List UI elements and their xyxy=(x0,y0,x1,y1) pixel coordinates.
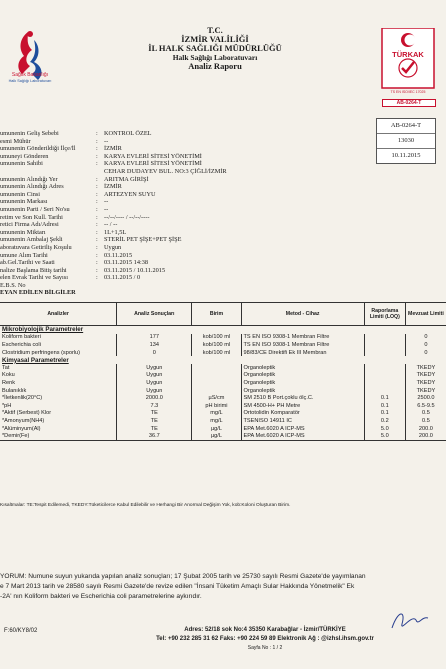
cell-loq xyxy=(364,341,405,349)
footer xyxy=(120,626,410,653)
info-label: aboratuvara Getiriliş Koşulu xyxy=(0,243,72,251)
comment-line-2: e 7 Mart 2013 tarih ve 28580 sayılı Resmi Gazete'de revize edilen "İnsani Tüketim Amaçlı Sular Hakkında Yönetmelik" Ek xyxy=(0,583,355,590)
info-row xyxy=(0,244,300,252)
cell-unit: kob/100 ml xyxy=(192,334,241,342)
info-value: Uygun xyxy=(104,243,122,251)
cell-limit: TKEDY xyxy=(405,364,446,372)
cell-result: Uygun xyxy=(117,372,192,380)
info-value xyxy=(104,282,294,290)
info-row xyxy=(0,221,300,229)
turkak-title: TÜRKAK xyxy=(392,50,424,59)
cell-unit: mg/L xyxy=(192,410,241,418)
info-label: E.B.S. No xyxy=(0,281,26,289)
info-row xyxy=(0,289,300,297)
col-result: Analiz Sonuçları xyxy=(117,303,192,326)
comment-line-1: YORUM: Numune suyun yukarıda yapılan analiz sonuçları; 17 Şubat 2005 tarih ve 25730 sayılı Resmi Gazete'de yayımlanan xyxy=(0,573,366,580)
cell-result: 36.7 xyxy=(117,432,192,440)
info-label: umune Alım Tarihi xyxy=(0,251,48,259)
turkak-subtitle: TS EN ISO/IEC 17025 xyxy=(390,90,426,94)
cell-loq xyxy=(364,379,405,387)
info-label: EYAN EDİLEN BİLGİLER xyxy=(0,289,76,297)
table-section-row xyxy=(0,326,446,334)
cell-limit: TKEDY xyxy=(405,387,446,395)
cell-name: Clostridium perfringens (sporlu) xyxy=(2,349,81,356)
table-end-line xyxy=(0,440,446,448)
cell-name: *Alüminyum(Al) xyxy=(2,425,41,432)
info-row xyxy=(0,130,300,138)
info-colon: : xyxy=(96,213,98,221)
cell-name: Koliform bakteri xyxy=(2,334,41,341)
abbreviations-note: Kısaltmalar: TE:Tespit Edilemedi, TKEDY:Tüketicilerce Kabul Edilebilir ve Herhangi Bir Anormal Değişim Yok, kob:Koloni Oluşturan Birim. xyxy=(0,503,291,508)
table-row xyxy=(0,394,446,402)
cell-name: Bulanıklık xyxy=(2,387,27,394)
info-colon xyxy=(96,282,104,290)
cell-limit: 0.5 xyxy=(405,417,446,425)
ministry-logo xyxy=(0,26,60,96)
cell-result: 177 xyxy=(117,334,192,342)
cell-unit xyxy=(192,379,241,387)
ref-code: AB-0264-T xyxy=(377,119,435,134)
info-label: umunenin Alındığı Yer xyxy=(0,175,58,183)
table-row xyxy=(0,402,446,410)
info-value: 1L+1,5L xyxy=(104,228,127,236)
info-row xyxy=(0,191,300,199)
cell-method: SM 4500-H+ PH Metre xyxy=(241,402,364,410)
cell-name: *Amonyum(NH4) xyxy=(2,417,45,424)
info-value: İZMİR xyxy=(104,145,122,153)
header-line-tc: T.C. xyxy=(207,25,223,35)
cell-name: *pH xyxy=(2,402,12,409)
info-label: nalize Başlama Bitiş tarihi xyxy=(0,266,67,274)
info-row xyxy=(0,198,300,206)
cell-loq xyxy=(364,364,405,372)
info-label: umuneyi Gönderen xyxy=(0,152,49,160)
header-line-report: Analiz Raporu xyxy=(188,61,242,71)
cell-limit: 200.0 xyxy=(405,425,446,433)
info-row xyxy=(0,153,300,161)
info-label: ab.Gel.Tarihi ve Saati xyxy=(0,259,55,267)
info-value: CEHAR DUDAYEV BUL. NO:3 ÇİĞLİ/İZMİR xyxy=(104,167,227,175)
cell-result: 0 xyxy=(117,349,192,357)
table-header-row xyxy=(0,303,446,326)
info-colon: : xyxy=(96,243,98,251)
cell-unit xyxy=(192,364,241,372)
footer-page: Sayfa No : 1 / 2 xyxy=(247,645,283,651)
info-colon: : xyxy=(96,266,98,274)
info-label: umunenin Sahibi xyxy=(0,160,43,168)
cell-name: *Demir(Fe) xyxy=(2,433,30,440)
cell-loq: 0.1 xyxy=(364,402,405,410)
info-colon: : xyxy=(96,152,98,160)
turkak-logo xyxy=(378,28,438,116)
cell-method: Organoleptik xyxy=(241,387,364,395)
comment-line-3: -2A' nın Koliform bakteri ve Escherichia coli parametrelerine aykırıdır. xyxy=(0,593,202,600)
ministry-of-health-logo-icon xyxy=(0,26,60,96)
table-row xyxy=(0,417,446,425)
cell-name: *Aktif (Serbest) Klor xyxy=(2,410,52,417)
col-unit: Birim xyxy=(192,303,241,326)
info-colon: : xyxy=(96,145,98,153)
info-label: umunenin Markası xyxy=(0,198,48,206)
info-value: ARTEZYEN SUYU xyxy=(104,190,156,198)
info-colon: : xyxy=(96,274,98,282)
cell-method: SM 2510 B Port.çoklu ölç.C. xyxy=(241,394,364,402)
col-analyte: Analizler xyxy=(0,303,117,326)
info-colon: : xyxy=(96,175,98,183)
section-title: Mikrobiyolojik Parametreler xyxy=(2,326,84,334)
info-row xyxy=(0,176,300,184)
cell-method: EPA Met.6020 A ICP-MS xyxy=(241,425,364,433)
info-colon: : xyxy=(96,183,98,191)
cell-name: Tat xyxy=(2,364,10,371)
cell-loq xyxy=(364,349,405,357)
cell-limit: 6.5-9.5 xyxy=(405,402,446,410)
info-row xyxy=(0,183,300,191)
sample-info-list xyxy=(0,130,300,297)
footer-contact: Tel: +90 232 285 31 62 Faks: +90 224 59 89 Elektronik Ağ : @izhsl.ihsm.gov.tr xyxy=(156,636,374,642)
info-colon: : xyxy=(96,228,98,236)
cell-loq: 0.1 xyxy=(364,394,405,402)
info-row xyxy=(0,138,300,146)
info-row xyxy=(0,267,300,275)
info-label: umunenin Geliş Sebebi xyxy=(0,130,59,137)
info-value: ARITMA GİRİŞİ xyxy=(104,175,149,183)
footer-address: Adres: 52/18 sok No:4 35350 Karabağlar - İzmir/TÜRKİYE xyxy=(184,627,346,633)
logo-caption: Sağlık Bakanlığı xyxy=(11,72,49,78)
cell-unit xyxy=(192,372,241,380)
cell-method: Organoleptik xyxy=(241,364,364,372)
info-label: umunenin Alındığı Adres xyxy=(0,183,64,191)
cell-name: *İletkenlik(20°C) xyxy=(2,395,43,402)
info-value: İZMİR xyxy=(104,183,122,191)
report-header xyxy=(100,26,330,71)
col-limit: Mevzuat Limiti xyxy=(405,303,446,326)
cell-loq xyxy=(364,387,405,395)
info-label: esmi Mühür xyxy=(0,137,31,145)
cell-result: TE xyxy=(117,425,192,433)
cell-result: Uygun xyxy=(117,379,192,387)
turkak-accreditation-logo-icon xyxy=(378,28,438,90)
info-row xyxy=(0,229,300,237)
info-value: -- / -- xyxy=(104,221,118,229)
info-row xyxy=(0,282,300,290)
cell-limit: TKEDY xyxy=(405,379,446,387)
info-row xyxy=(0,236,300,244)
table-row xyxy=(0,387,446,395)
table-row xyxy=(0,334,446,342)
table-end-row xyxy=(0,440,446,448)
cell-unit: mg/L xyxy=(192,417,241,425)
info-value: --/--/---- / --/--/---- xyxy=(104,213,150,221)
info-colon: : xyxy=(96,130,98,137)
comment-block xyxy=(0,572,446,602)
cell-result: 7.3 xyxy=(117,402,192,410)
table-row xyxy=(0,364,446,372)
info-value: 03.11.2015 / 0 xyxy=(104,274,141,282)
info-value: 03.11.2015 14:38 xyxy=(104,259,149,267)
cell-method: TSENISO 14911 IC xyxy=(241,417,364,425)
table-row xyxy=(0,410,446,418)
info-row xyxy=(0,214,300,222)
info-label: umunenin Gönderildiği İlçe/İl xyxy=(0,145,76,153)
cell-limit: 0.5 xyxy=(405,410,446,418)
info-colon: : xyxy=(96,221,98,229)
cell-result: Uygun xyxy=(117,387,192,395)
table-row xyxy=(0,425,446,433)
info-colon: : xyxy=(96,190,98,198)
cell-method: Organoleptik xyxy=(241,379,364,387)
info-colon xyxy=(96,168,104,176)
cell-method: TS EN ISO 9308-1 Membran Filtre xyxy=(241,334,364,342)
cell-loq: 5.0 xyxy=(364,432,405,440)
cell-unit: µg/L xyxy=(192,425,241,433)
signature-icon xyxy=(388,606,434,636)
turkak-code: AB-0264-T xyxy=(382,99,436,107)
cell-name: Escherichia coli xyxy=(2,341,41,348)
cell-method: Ortotolidin Komparatör xyxy=(241,410,364,418)
cell-limit: 0 xyxy=(405,334,446,342)
info-row xyxy=(0,259,300,267)
info-value: -- xyxy=(104,205,109,213)
info-value xyxy=(157,289,300,297)
cell-loq xyxy=(364,334,405,342)
info-value: STERİL PET ŞİŞE+PET ŞİŞE xyxy=(104,236,182,244)
cell-unit: µS/cm xyxy=(192,394,241,402)
cell-limit: 200.0 xyxy=(405,432,446,440)
results-table xyxy=(0,302,446,449)
table-row xyxy=(0,341,446,349)
info-colon: : xyxy=(96,236,98,244)
cell-unit: kob/100 ml xyxy=(192,341,241,349)
logo-subcaption: Halk Sağlığı Laboratuvarı xyxy=(8,79,52,83)
info-label: retici Firma Adı/Adresi xyxy=(0,221,59,229)
cell-result: TE xyxy=(117,410,192,418)
cell-method: 98/83/CE Direktifi Ek III Membran xyxy=(241,349,364,357)
cell-method: TS EN ISO 9308-1 Membran Filtre xyxy=(241,341,364,349)
info-label: umunenin Ambalaj Şekli xyxy=(0,236,63,244)
info-value: 03.11.2015 / 10.11.2015 xyxy=(104,266,166,274)
cell-method: Organoleptik xyxy=(241,372,364,380)
cell-name: Koku xyxy=(2,372,15,379)
cell-result: 134 xyxy=(117,341,192,349)
info-value: -- xyxy=(104,198,109,206)
reference-box xyxy=(376,118,436,164)
info-colon: : xyxy=(96,137,98,145)
cell-loq xyxy=(364,372,405,380)
header-line-valilik: İZMİR VALİLİĞİ xyxy=(181,34,249,44)
info-value: KARYA EVLERİ SİTESİ YÖNETİMİ xyxy=(104,152,202,160)
info-row xyxy=(0,274,300,282)
cell-limit: 2500.0 xyxy=(405,394,446,402)
cell-loq: 5.0 xyxy=(364,425,405,433)
cell-unit xyxy=(192,387,241,395)
header-line-mudurluk: İL HALK SAĞLIĞI MÜDÜRLÜĞÜ xyxy=(148,43,282,53)
cell-name: Renk xyxy=(2,379,16,386)
table-section-row xyxy=(0,356,446,364)
ref-date: 10.11.2015 xyxy=(391,152,421,159)
info-label xyxy=(0,168,96,176)
info-row xyxy=(0,252,300,260)
info-colon: : xyxy=(96,205,98,213)
cell-loq: 0.2 xyxy=(364,417,405,425)
table-row xyxy=(0,379,446,387)
info-colon: : xyxy=(96,259,98,267)
cell-unit: pH birimi xyxy=(192,402,241,410)
info-row xyxy=(0,145,300,153)
cell-result: TE xyxy=(117,417,192,425)
table-row xyxy=(0,432,446,440)
cell-method: EPA Met.6020 A ICP-MS xyxy=(241,432,364,440)
info-label: umunenin Cinsi xyxy=(0,190,41,198)
ref-number: 13030 xyxy=(377,134,435,149)
col-method: Metod - Cihaz xyxy=(241,303,364,326)
info-row xyxy=(0,160,300,168)
cell-result: Uygun xyxy=(117,364,192,372)
info-row xyxy=(0,168,300,176)
cell-loq: 0.1 xyxy=(364,410,405,418)
table-row xyxy=(0,349,446,357)
info-label: retim ve Son Kull. Tarihi xyxy=(0,213,63,221)
cell-limit: 0 xyxy=(405,341,446,349)
info-colon: : xyxy=(96,198,98,206)
info-value: KARYA EVLERİ SİTESİ YÖNETİMİ xyxy=(104,160,202,168)
header-line-lab: Halk Sağlığı Laboratuvarı xyxy=(172,53,258,62)
cell-unit: µg/L xyxy=(192,432,241,440)
info-value: -- xyxy=(104,137,109,145)
section-title: Kimyasal Parametreler xyxy=(2,356,69,364)
info-colon: : xyxy=(96,160,98,168)
cell-result: 2000.0 xyxy=(117,394,192,402)
info-value: KONTROL ÖZEL xyxy=(104,130,152,137)
col-loq: Raporlama Limiti (LOQ) xyxy=(364,303,405,326)
form-code: F:60/KY8/02 xyxy=(4,628,38,634)
info-label: umunenin Parti / Seri No'su xyxy=(0,205,70,213)
cell-limit: TKEDY xyxy=(405,372,446,380)
info-value: 03.11.2015 xyxy=(104,251,133,259)
info-row xyxy=(0,206,300,214)
cell-unit: kob/100 ml xyxy=(192,349,241,357)
cell-limit: 0 xyxy=(405,349,446,357)
info-label: elen Evrak Tarihi ve Sayısı xyxy=(0,274,68,282)
table-row xyxy=(0,372,446,380)
info-label: umunenin Miktarı xyxy=(0,228,46,236)
info-colon: : xyxy=(96,251,98,259)
